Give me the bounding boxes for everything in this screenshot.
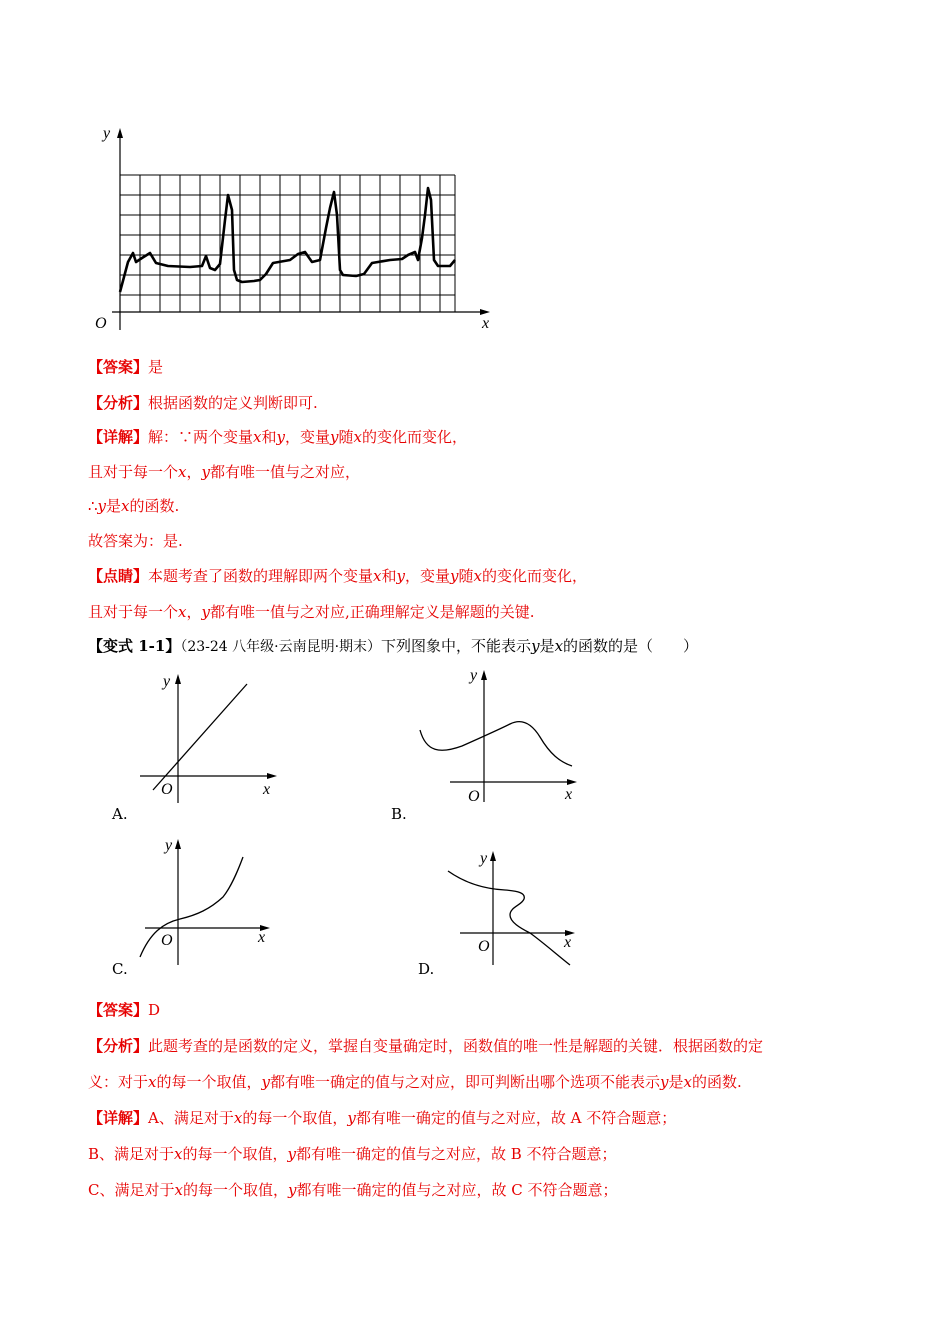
- detail1-line1: [88, 427, 467, 447]
- detail1-line3: [88, 496, 179, 516]
- var-y: y: [201, 603, 210, 621]
- option-a-graph: [135, 668, 285, 808]
- var-y: y: [396, 567, 405, 585]
- option-c-label[interactable]: C.: [112, 960, 128, 978]
- var-y: y: [330, 428, 339, 446]
- text: 随: [458, 567, 474, 585]
- text: ，: [186, 463, 202, 481]
- wavy-curve: [420, 722, 572, 766]
- text: 和: [261, 428, 277, 446]
- comment1-line2: [88, 602, 535, 622]
- detail-tag: 【详解】: [88, 1109, 149, 1127]
- text: ∴: [88, 497, 98, 515]
- option-b-label[interactable]: B.: [391, 805, 407, 823]
- var-y: y: [276, 428, 285, 446]
- var-x: x: [253, 428, 262, 446]
- origin-label: O: [95, 315, 107, 332]
- analysis-tag: 【分析】: [88, 1037, 149, 1055]
- y-arrow: [490, 851, 496, 861]
- s-curve: [448, 871, 570, 965]
- y-label: y: [165, 837, 173, 854]
- var-y: y: [347, 1109, 356, 1127]
- text: 下列图象中，不能表示: [381, 637, 532, 655]
- x-arrow: [267, 773, 277, 779]
- text: 义：对于: [88, 1073, 149, 1091]
- o-label: O: [161, 932, 173, 949]
- text: 都有唯一确定的值与之对应，故 C 不符合题意；: [296, 1181, 618, 1199]
- text: A、满足对于: [148, 1109, 234, 1127]
- text: 是: [668, 1073, 684, 1091]
- detail1-line4: 故答案为：是.: [88, 532, 183, 550]
- o-label: O: [161, 781, 173, 798]
- text: 和: [381, 567, 397, 585]
- variant-tag: 【变式 1-1】: [88, 637, 181, 655]
- y-arrow: [175, 674, 181, 684]
- var-x: x: [373, 567, 382, 585]
- detail2-line-a: [88, 1108, 676, 1128]
- var-y: y: [450, 567, 459, 585]
- y-axis-label: y: [103, 125, 111, 142]
- text: ，变量: [405, 567, 451, 585]
- var-x: x: [554, 637, 564, 655]
- detail-tag: 【详解】: [88, 428, 149, 446]
- text: 的函数的是（ ）: [563, 637, 699, 655]
- analysis2-line1: [88, 1036, 763, 1056]
- var-x: x: [683, 1073, 692, 1091]
- var-y: y: [201, 463, 210, 481]
- y-arrow: [481, 670, 487, 680]
- text: ，变量: [285, 428, 331, 446]
- analysis2-line2: [88, 1072, 742, 1092]
- variant-source: （23-24 八年级·云南昆明·期末）: [180, 639, 382, 655]
- answer-text: D: [148, 1001, 161, 1019]
- x-label: x: [564, 934, 572, 951]
- text: 都有唯一确定的值与之对应，故 A 不符合题意；: [355, 1109, 677, 1127]
- var-x: x: [121, 497, 130, 515]
- text: 的每一个取值，: [242, 1109, 348, 1127]
- cubic-curve: [140, 857, 243, 957]
- analysis-text: 根据函数的定义判断即可.: [148, 394, 318, 412]
- x-axis-label: x: [482, 315, 490, 332]
- var-y: y: [287, 1145, 296, 1163]
- top-function-graph: [90, 120, 500, 335]
- text: 都有唯一确定的值与之对应，故 B 不符合题意；: [296, 1145, 617, 1163]
- x-arrow: [567, 779, 577, 785]
- text: 都有唯一确定的值与之对应，即可判断出哪个选项不能表示: [269, 1073, 660, 1091]
- comment1-line1: [88, 566, 587, 586]
- o-label: O: [468, 788, 480, 804]
- answer1-line: [88, 357, 163, 377]
- text: 是: [539, 637, 555, 655]
- detail2-line-b: [88, 1144, 617, 1164]
- var-x: x: [178, 463, 187, 481]
- answer-text: 是: [148, 358, 164, 376]
- var-y: y: [97, 497, 107, 515]
- answer-tag: 【答案】: [88, 1001, 149, 1019]
- text: 的函数.: [691, 1073, 742, 1091]
- y-label: y: [480, 850, 488, 867]
- text: C、满足对于: [88, 1181, 175, 1199]
- option-a-label[interactable]: A.: [112, 805, 128, 823]
- y-label: y: [163, 673, 171, 690]
- var-x: x: [174, 1181, 183, 1199]
- x-label: x: [565, 786, 573, 803]
- option-d-label[interactable]: D.: [418, 960, 435, 978]
- text: 的每一个取值，: [182, 1145, 288, 1163]
- var-y: y: [531, 637, 540, 655]
- comment-tag: 【点睛】: [88, 567, 149, 585]
- text: 随: [338, 428, 354, 446]
- line-graph: [153, 684, 247, 790]
- var-x: x: [178, 603, 187, 621]
- text: B、满足对于: [88, 1145, 175, 1163]
- var-x: x: [148, 1073, 157, 1091]
- option-b-graph: [410, 662, 585, 804]
- option-c-graph: [135, 835, 280, 970]
- text: 且对于每一个: [88, 603, 179, 621]
- option-d-graph: [440, 845, 580, 970]
- text: 且对于每一个: [88, 463, 179, 481]
- var-y: y: [660, 1073, 669, 1091]
- var-x: x: [233, 1109, 243, 1127]
- var-x: x: [473, 567, 482, 585]
- y-arrow: [175, 839, 181, 849]
- text: 的变化而变化，: [361, 428, 467, 446]
- x-label: x: [258, 929, 266, 946]
- answer-tag: 【答案】: [88, 358, 149, 376]
- x-label: x: [263, 781, 271, 798]
- detail1-line2: [88, 462, 360, 482]
- text: 的变化而变化，: [481, 567, 587, 585]
- var-y: y: [287, 1181, 297, 1199]
- text: ，: [186, 603, 202, 621]
- analysis-tag: 【分析】: [88, 394, 149, 412]
- grid: [120, 175, 455, 312]
- detail2-line-c: [88, 1180, 617, 1200]
- analysis1-line: [88, 393, 318, 413]
- text: 此题考查的是函数的定义，掌握自变量确定时，函数值的唯一性是解题的关键．根据函数的定: [148, 1037, 764, 1055]
- text: 都有唯一值与之对应，: [209, 463, 360, 481]
- var-x: x: [174, 1145, 183, 1163]
- curve: [120, 188, 455, 292]
- answer2-line: [88, 1000, 160, 1020]
- text: 的每一个取值，: [182, 1181, 288, 1199]
- text: 本题考查了函数的理解即两个变量: [148, 567, 374, 585]
- text: 是: [106, 497, 122, 515]
- y-label: y: [470, 667, 478, 684]
- text: 都有唯一值与之对应,正确理解定义是解题的关键.: [209, 603, 535, 621]
- text: 的每一个取值，: [156, 1073, 262, 1091]
- var-x: x: [353, 428, 362, 446]
- o-label: O: [478, 938, 490, 955]
- text: 的函数.: [129, 497, 180, 515]
- variant-question: [88, 636, 698, 657]
- var-y: y: [261, 1073, 270, 1091]
- text: 解：∵两个变量: [148, 428, 254, 446]
